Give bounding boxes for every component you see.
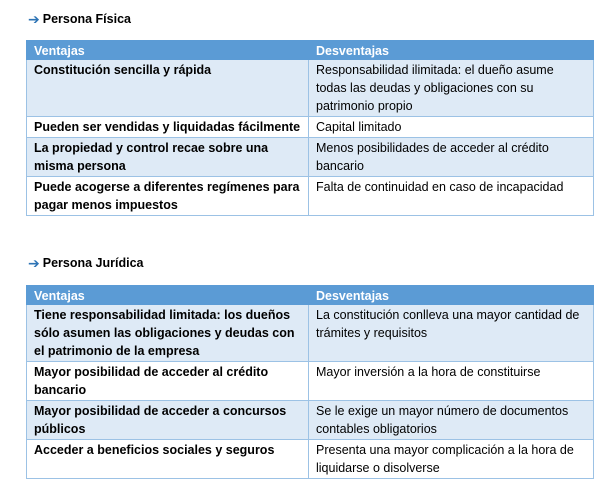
table-persona-fisica bbox=[26, 40, 594, 216]
arrow-right-icon: ➔ bbox=[28, 255, 40, 271]
ventaja-cell: Puede acogerse a diferentes regímenes para pagar menos impuestos bbox=[27, 177, 309, 216]
section-title-text: Persona Física bbox=[42, 12, 131, 26]
section-title-persona-fisica bbox=[28, 11, 131, 27]
desventaja-cell: La constitución conlleva una mayor cantidad de trámites y requisitos bbox=[309, 305, 594, 362]
desventaja-cell: Presenta una mayor complicación a la hora de liquidarse o disolverse bbox=[309, 440, 594, 479]
ventaja-cell: Mayor posibilidad de acceder al crédito bancario bbox=[27, 362, 309, 401]
table-row bbox=[27, 138, 594, 177]
desventaja-cell: Capital limitado bbox=[309, 117, 594, 138]
ventaja-cell: Mayor posibilidad de acceder a concursos públicos bbox=[27, 401, 309, 440]
desventaja-cell: Mayor inversión a la hora de constituirse bbox=[309, 362, 594, 401]
table-persona-juridica bbox=[26, 285, 594, 479]
table-row bbox=[27, 305, 594, 362]
table-row bbox=[27, 117, 594, 138]
section-title-persona-juridica bbox=[28, 255, 143, 271]
header-ventajas: Ventajas bbox=[27, 41, 309, 60]
header-desventajas: Desventajas bbox=[309, 286, 594, 305]
section-title-text: Persona Jurídica bbox=[42, 256, 144, 270]
table-row bbox=[27, 60, 594, 117]
desventaja-cell: Se le exige un mayor número de documentos contables obligatorios bbox=[309, 401, 594, 440]
ventaja-cell: La propiedad y control recae sobre una misma persona bbox=[27, 138, 309, 177]
table-header-row bbox=[27, 41, 594, 60]
desventaja-cell: Falta de continuidad en caso de incapacidad bbox=[309, 177, 594, 216]
desventaja-cell: Menos posibilidades de acceder al crédito bancario bbox=[309, 138, 594, 177]
ventaja-cell: Tiene responsabilidad limitada: los dueños sólo asumen las obligaciones y deudas con el patrimonio de la empresa bbox=[27, 305, 309, 362]
table-header-row bbox=[27, 286, 594, 305]
table-row bbox=[27, 177, 594, 216]
ventaja-cell: Pueden ser vendidas y liquidadas fácilmente bbox=[27, 117, 309, 138]
ventaja-cell: Acceder a beneficios sociales y seguros bbox=[27, 440, 309, 479]
table-row bbox=[27, 362, 594, 401]
table-row bbox=[27, 401, 594, 440]
desventaja-cell: Responsabilidad ilimitada: el dueño asume todas las deudas y obligaciones con su patrimonio propio bbox=[309, 60, 594, 117]
table-row bbox=[27, 440, 594, 479]
header-ventajas: Ventajas bbox=[27, 286, 309, 305]
arrow-right-icon: ➔ bbox=[28, 11, 40, 27]
ventaja-cell: Constitución sencilla y rápida bbox=[27, 60, 309, 117]
header-desventajas: Desventajas bbox=[309, 41, 594, 60]
